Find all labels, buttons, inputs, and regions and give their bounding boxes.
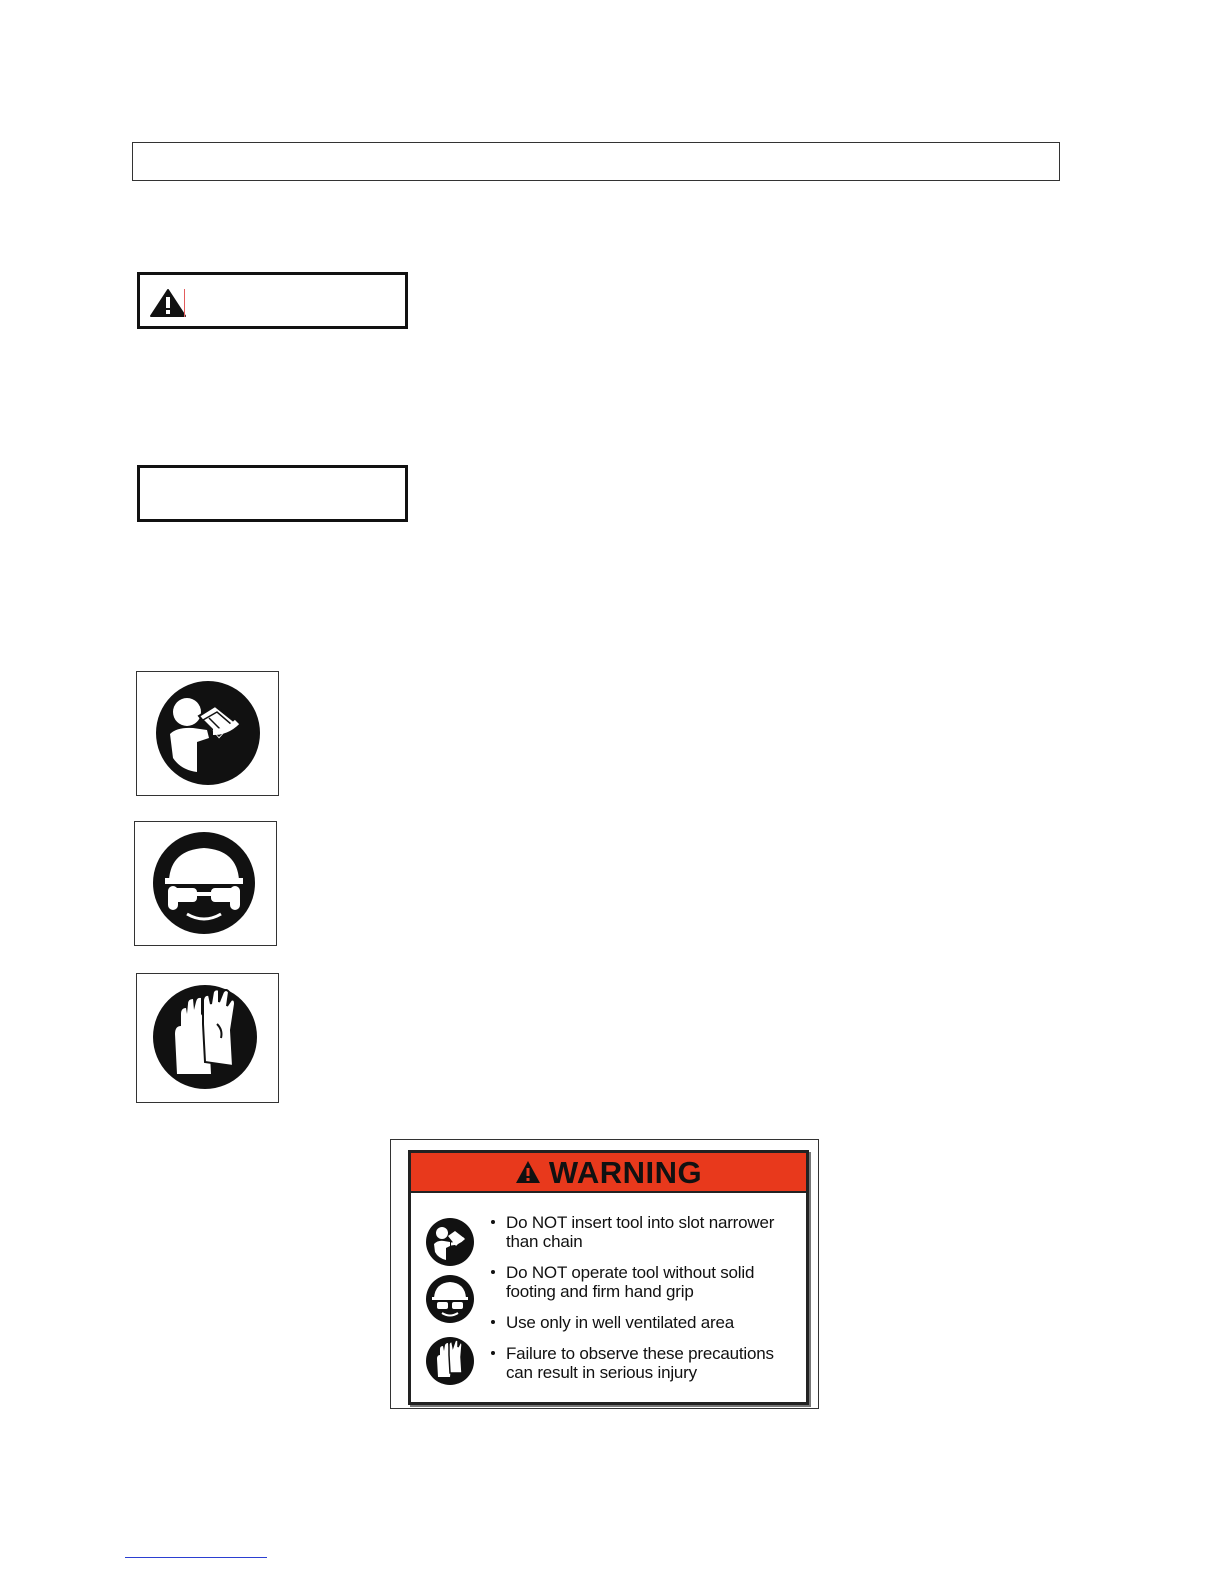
read-manual-pictogram [136,671,279,796]
gloves-pictogram [136,973,279,1103]
warning-item-line: Failure to observe these precautions [506,1344,774,1363]
warning-heading: WARNING [548,1154,703,1190]
notice-signal-box [137,465,408,522]
section-header-bar [132,142,1060,181]
warning-item-line: Use only in well ventilated area [506,1313,734,1332]
alert-accent-mark [184,289,185,317]
hard-hat-goggles-icon [135,822,278,947]
decal-icon-column [424,1210,478,1390]
read-manual-icon [424,1216,476,1268]
read-manual-icon [137,672,280,797]
warning-item-line: Do NOT insert tool into slot narrower [506,1213,775,1232]
warning-decal [390,1139,819,1409]
gloves-icon [424,1335,476,1387]
warning-decal-panel [408,1150,809,1405]
warning-item-line: can result in serious injury [506,1363,697,1382]
warning-list-item [489,1313,809,1332]
warning-item-line: than chain [506,1232,583,1251]
warning-list-item [489,1263,809,1301]
warning-list-item [489,1213,809,1251]
head-protection-pictogram [134,821,277,946]
warning-item-line: footing and firm hand grip [506,1282,694,1301]
warning-list-item [489,1344,809,1382]
hard-hat-goggles-icon [424,1273,476,1325]
caution-signal-box [137,272,408,329]
warning-list [489,1213,809,1394]
footnote-separator-link[interactable] [125,1557,267,1558]
warning-banner [411,1153,806,1193]
gloves-icon [137,974,280,1104]
warning-triangle-icon [515,1160,541,1184]
alert-triangle-icon [149,288,187,318]
warning-item-line: Do NOT operate tool without solid [506,1263,755,1282]
